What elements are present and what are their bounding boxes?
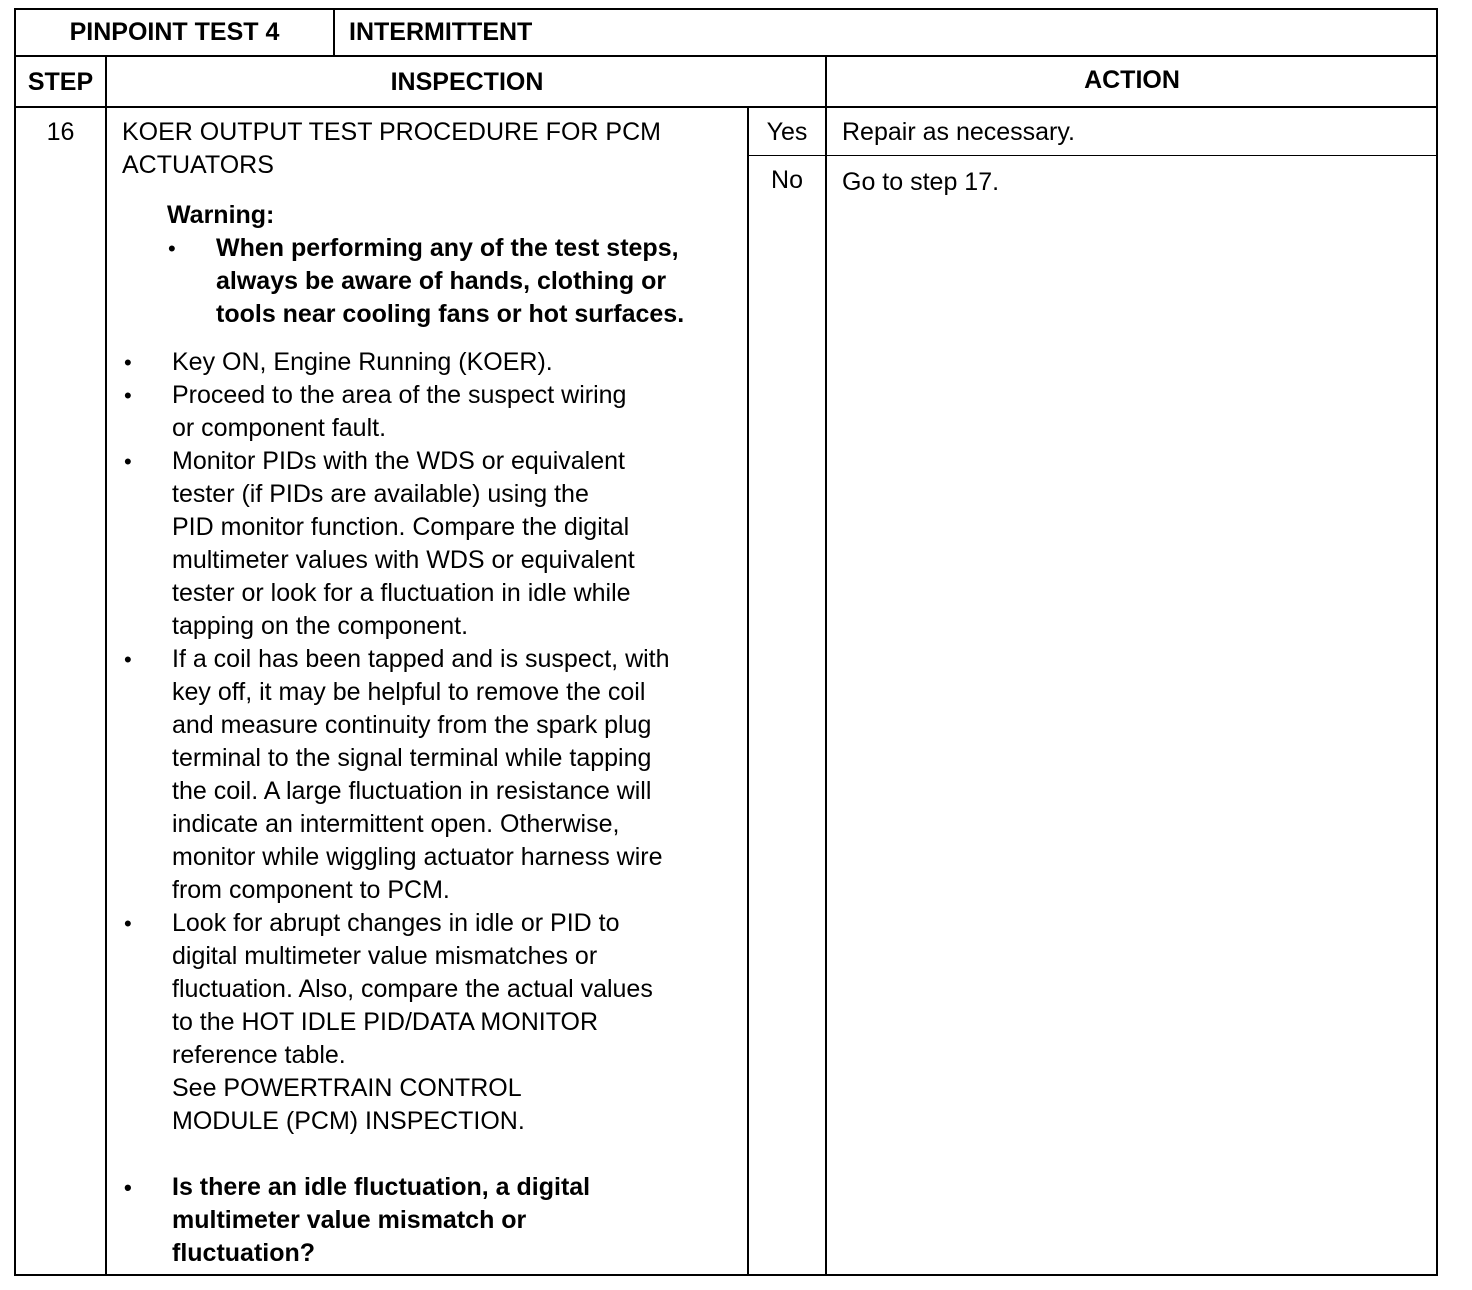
- test-number-label: PINPOINT TEST 4: [69, 18, 280, 46]
- list-item: • Look for abrupt changes in idle or PID to digital multimeter value mismatches or fluctuation. Also, compare the actual values to the HOT IDLE PID/DATA MONITOR reference table. See POWERTRAIN CONTROL MODULE (PCM) INSPECTION.: [122, 907, 742, 1138]
- inspection-title: KOER OUTPUT TEST PROCEDURE FOR PCM ACTUATORS: [122, 118, 661, 179]
- step-number: 16: [46, 118, 75, 146]
- list-item: • Key ON, Engine Running (KOER).: [122, 346, 742, 379]
- step-column-divider: [105, 55, 107, 1276]
- inspection-question: • Is there an idle fluctuation, a digital multimeter value mismatch or fluctuation?: [122, 1171, 742, 1270]
- action-yes: Repair as necessary.: [842, 118, 1075, 146]
- warning-bullet: •: [168, 236, 176, 261]
- warning-label: Warning:: [167, 201, 275, 229]
- header-divider: [14, 55, 1438, 57]
- action-column-header: ACTION: [1084, 66, 1180, 94]
- action-column-divider: [825, 55, 827, 1276]
- test-name-label: INTERMITTENT: [349, 18, 533, 46]
- inspection-steps-list: [122, 346, 742, 1270]
- answer-no: No: [771, 166, 803, 194]
- answer-yes: Yes: [766, 118, 808, 146]
- answer-divider: [747, 155, 1438, 156]
- action-no: Go to step 17.: [842, 168, 1000, 196]
- inspection-column-divider: [747, 106, 749, 1276]
- column-header-divider: [14, 106, 1438, 108]
- step-column-header: STEP: [27, 68, 94, 96]
- list-item: • Proceed to the area of the suspect wiring or component fault.: [122, 379, 742, 445]
- list-item: • Monitor PIDs with the WDS or equivalent tester (if PIDs are available) using the PID monitor function. Compare the digital multimeter values with WDS or equivalent tester or look for a fluctuation in idle while tapping on the component.: [122, 445, 742, 643]
- header-title-divider: [333, 8, 335, 56]
- warning-text: When performing any of the test steps, always be aware of hands, clothing or tools near cooling fans or hot surfaces.: [216, 234, 685, 328]
- list-item: • If a coil has been tapped and is suspect, with key off, it may be helpful to remove the coil and measure continuity from the spark plug terminal to the signal terminal while tapping the coil. A large fluctuation in resistance will indicate an intermittent open. Otherwise, monitor while wiggling actuator harness wire from component to PCM.: [122, 643, 742, 907]
- inspection-column-header: INSPECTION: [390, 68, 544, 96]
